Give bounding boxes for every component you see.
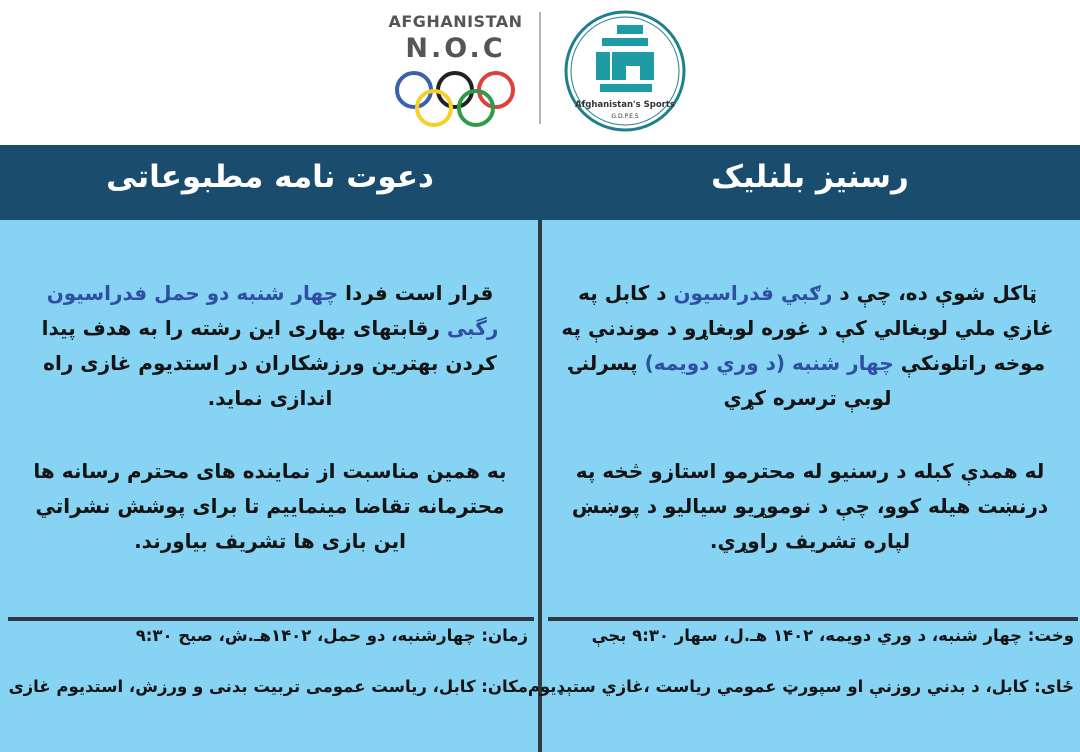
right-info-divider <box>548 617 1078 621</box>
left-info-divider <box>8 617 534 621</box>
left-p1-text-a: قرار است فردا <box>338 281 494 305</box>
title-band <box>0 145 1080 220</box>
right-p1-highlight-1: رګبي فدراسیون <box>673 281 833 305</box>
noc-logo <box>388 12 523 130</box>
right-p1-highlight-2: چهار شنبه (د وري دویمه) <box>644 351 894 375</box>
left-place: مکان: کابل، ریاست عمومی تربیت بدنی و ورزش، استدیوم غازی <box>8 677 528 696</box>
olympic-rings-icon <box>388 68 523 130</box>
column-divider <box>538 220 542 752</box>
right-paragraph-2: له همدې کبله د رسنیو له محترمو استازو څخه په درنښت هیله کوو، چې د نوموړیو سیالیو د پوښښ لپاره تشریف راوړي. <box>571 459 1049 553</box>
left-p1-text-b: رقابتهای بهاری این رشته را به هدف پیدا کردن بهترین ورزشکاران در استدیوم غازی راه اندازی نماید. <box>41 316 497 410</box>
header <box>0 0 1080 145</box>
sports-logo-subtext: G.D.P.E.S <box>611 113 639 120</box>
left-heading: دعوت نامه مطبوعاتی <box>106 159 434 195</box>
content-area <box>0 220 1080 752</box>
left-p1-highlight: چهار شنبه دو حمل فدراسیون رگبی <box>46 281 499 340</box>
right-heading: رسنیز بلنلیک <box>711 159 909 195</box>
sports-logo-text: Afghanistan's Sports <box>574 100 676 110</box>
noc-subtitle: N.O.C <box>405 33 506 64</box>
left-paragraph-1 <box>20 276 520 416</box>
right-paragraph-1 <box>550 276 1065 416</box>
right-p1-text-c: پسرلنۍ لوبې ترسره کړي <box>569 351 892 410</box>
right-p1-text-b: د کابل په غازي ملي لوبغالي کې د غوره لوبغاړو د موندنې په موخه راتلونکې <box>561 281 1054 375</box>
right-place: ځای: کابل، د بدني روزنې او سپورټ عمومي ریاست ،غازي ستېډيوم <box>527 677 1074 696</box>
right-p1-text-a: ټاکل شوې ده، چې د <box>832 281 1037 305</box>
right-time: وخت: چهار شنبه، د وري دویمه، ۱۴۰۲ هـ.ل، سهار ۹:۳۰ بجې <box>591 626 1074 645</box>
left-time: زمان: چهارشنبه، دو حمل، ۱۴۰۲هـ.ش، صبح ۹:۳۰ <box>135 626 528 645</box>
left-paragraph-2: به همین مناسبت از نماینده های محترم رسانه ها محترمانه تقاضا مینماییم تا برای پوشش نشراتي این بازی ها تشریف بیاورند. <box>33 459 507 553</box>
noc-title: AFGHANISTAN <box>388 12 523 31</box>
header-divider <box>539 12 541 124</box>
afghanistan-sports-logo <box>562 8 688 134</box>
